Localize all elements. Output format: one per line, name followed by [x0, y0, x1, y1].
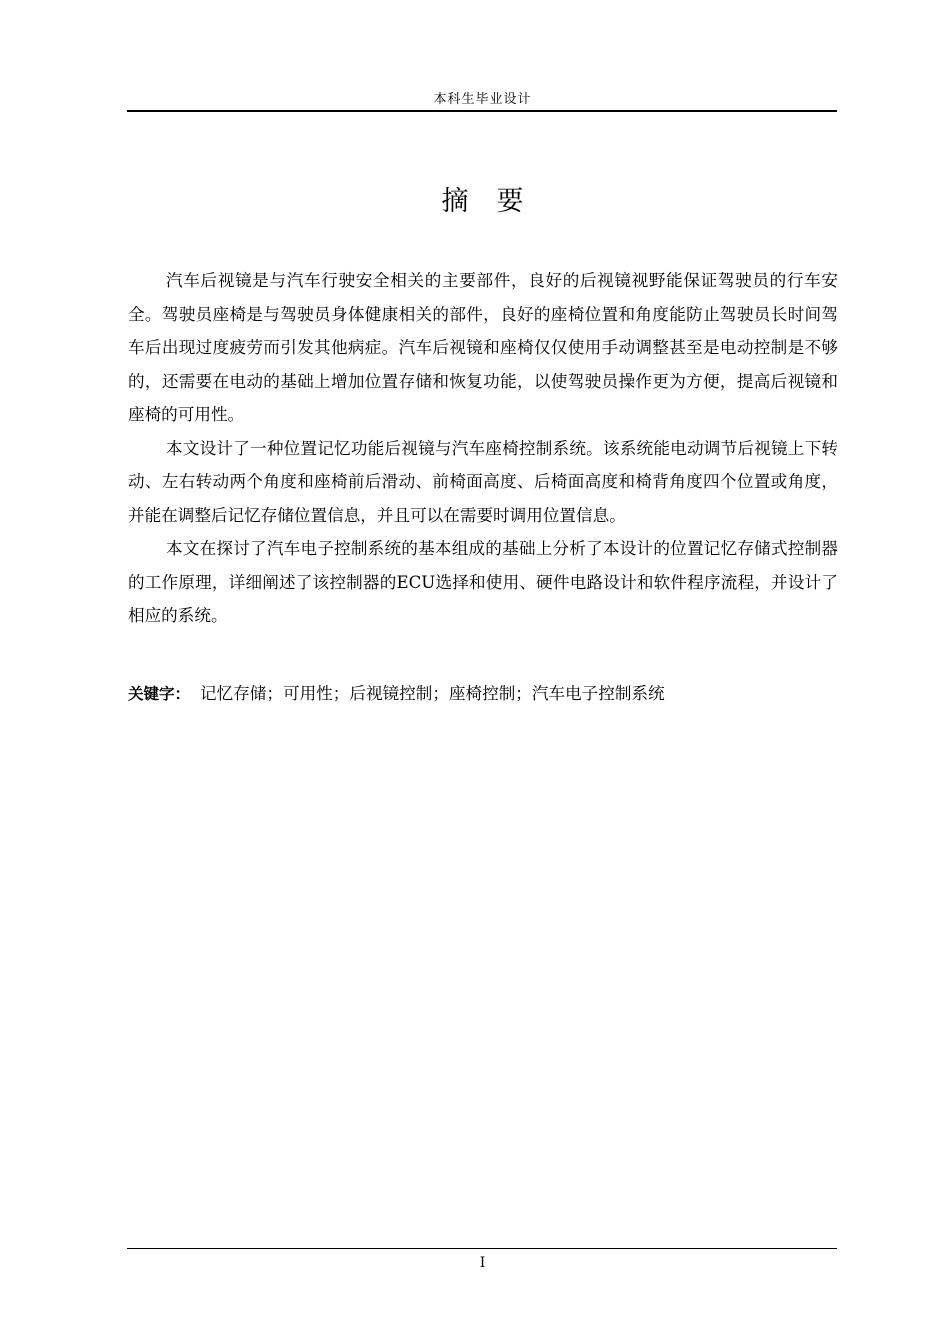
keywords-list: 记忆存储；可用性；后视镜控制；座椅控制；汽车电子控制系统: [200, 684, 665, 703]
keywords-line: [128, 681, 838, 707]
abstract-paragraph-2: 本文设计了一种位置记忆功能后视镜与汽车座椅控制系统。该系统能电动调节后视镜上下转动、左右转动两个角度和座椅前后滑动、前椅面高度、后椅面高度和椅背角度四个位置或角度，并能在调整后记忆存储位置信息，并且可以在需要时调用位置信息。: [128, 438, 838, 525]
header-divider: [127, 110, 837, 112]
footer-divider: [127, 1248, 837, 1249]
abstract-paragraph-1: 汽车后视镜是与汽车行驶安全相关的主要部件，良好的后视镜视野能保证驾驶员的行车安全。驾驶员座椅是与驾驶员身体健康相关的部件，良好的座椅位置和角度能防止驾驶员长时间驾车后出现过度疲劳而引发其他病症。汽车后视镜和座椅仅仅使用手动调整甚至是电动控制是不够的，还需要在电动的基础上增加位置存储和恢复功能，以使驾驶员操作更为方便，提高后视镜和座椅的可用性。: [128, 271, 838, 424]
keywords-label: 关键字：: [128, 685, 191, 703]
abstract-title: [128, 184, 837, 220]
page-header-title: 本科生毕业设计: [433, 92, 532, 107]
abstract-title-part1: 摘: [441, 186, 469, 217]
abstract-title-part2: 要: [496, 186, 524, 217]
abstract-paragraph-3: 本文在探讨了汽车电子控制系统的基本组成的基础上分析了本设计的位置记忆存储式控制器的工作原理，详细阐述了该控制器的ECU选择和使用、硬件电路设计和软件程序流程，并设计了相应的系统。: [128, 539, 838, 625]
abstract-body: [128, 264, 838, 633]
page-number: I: [479, 1255, 486, 1271]
